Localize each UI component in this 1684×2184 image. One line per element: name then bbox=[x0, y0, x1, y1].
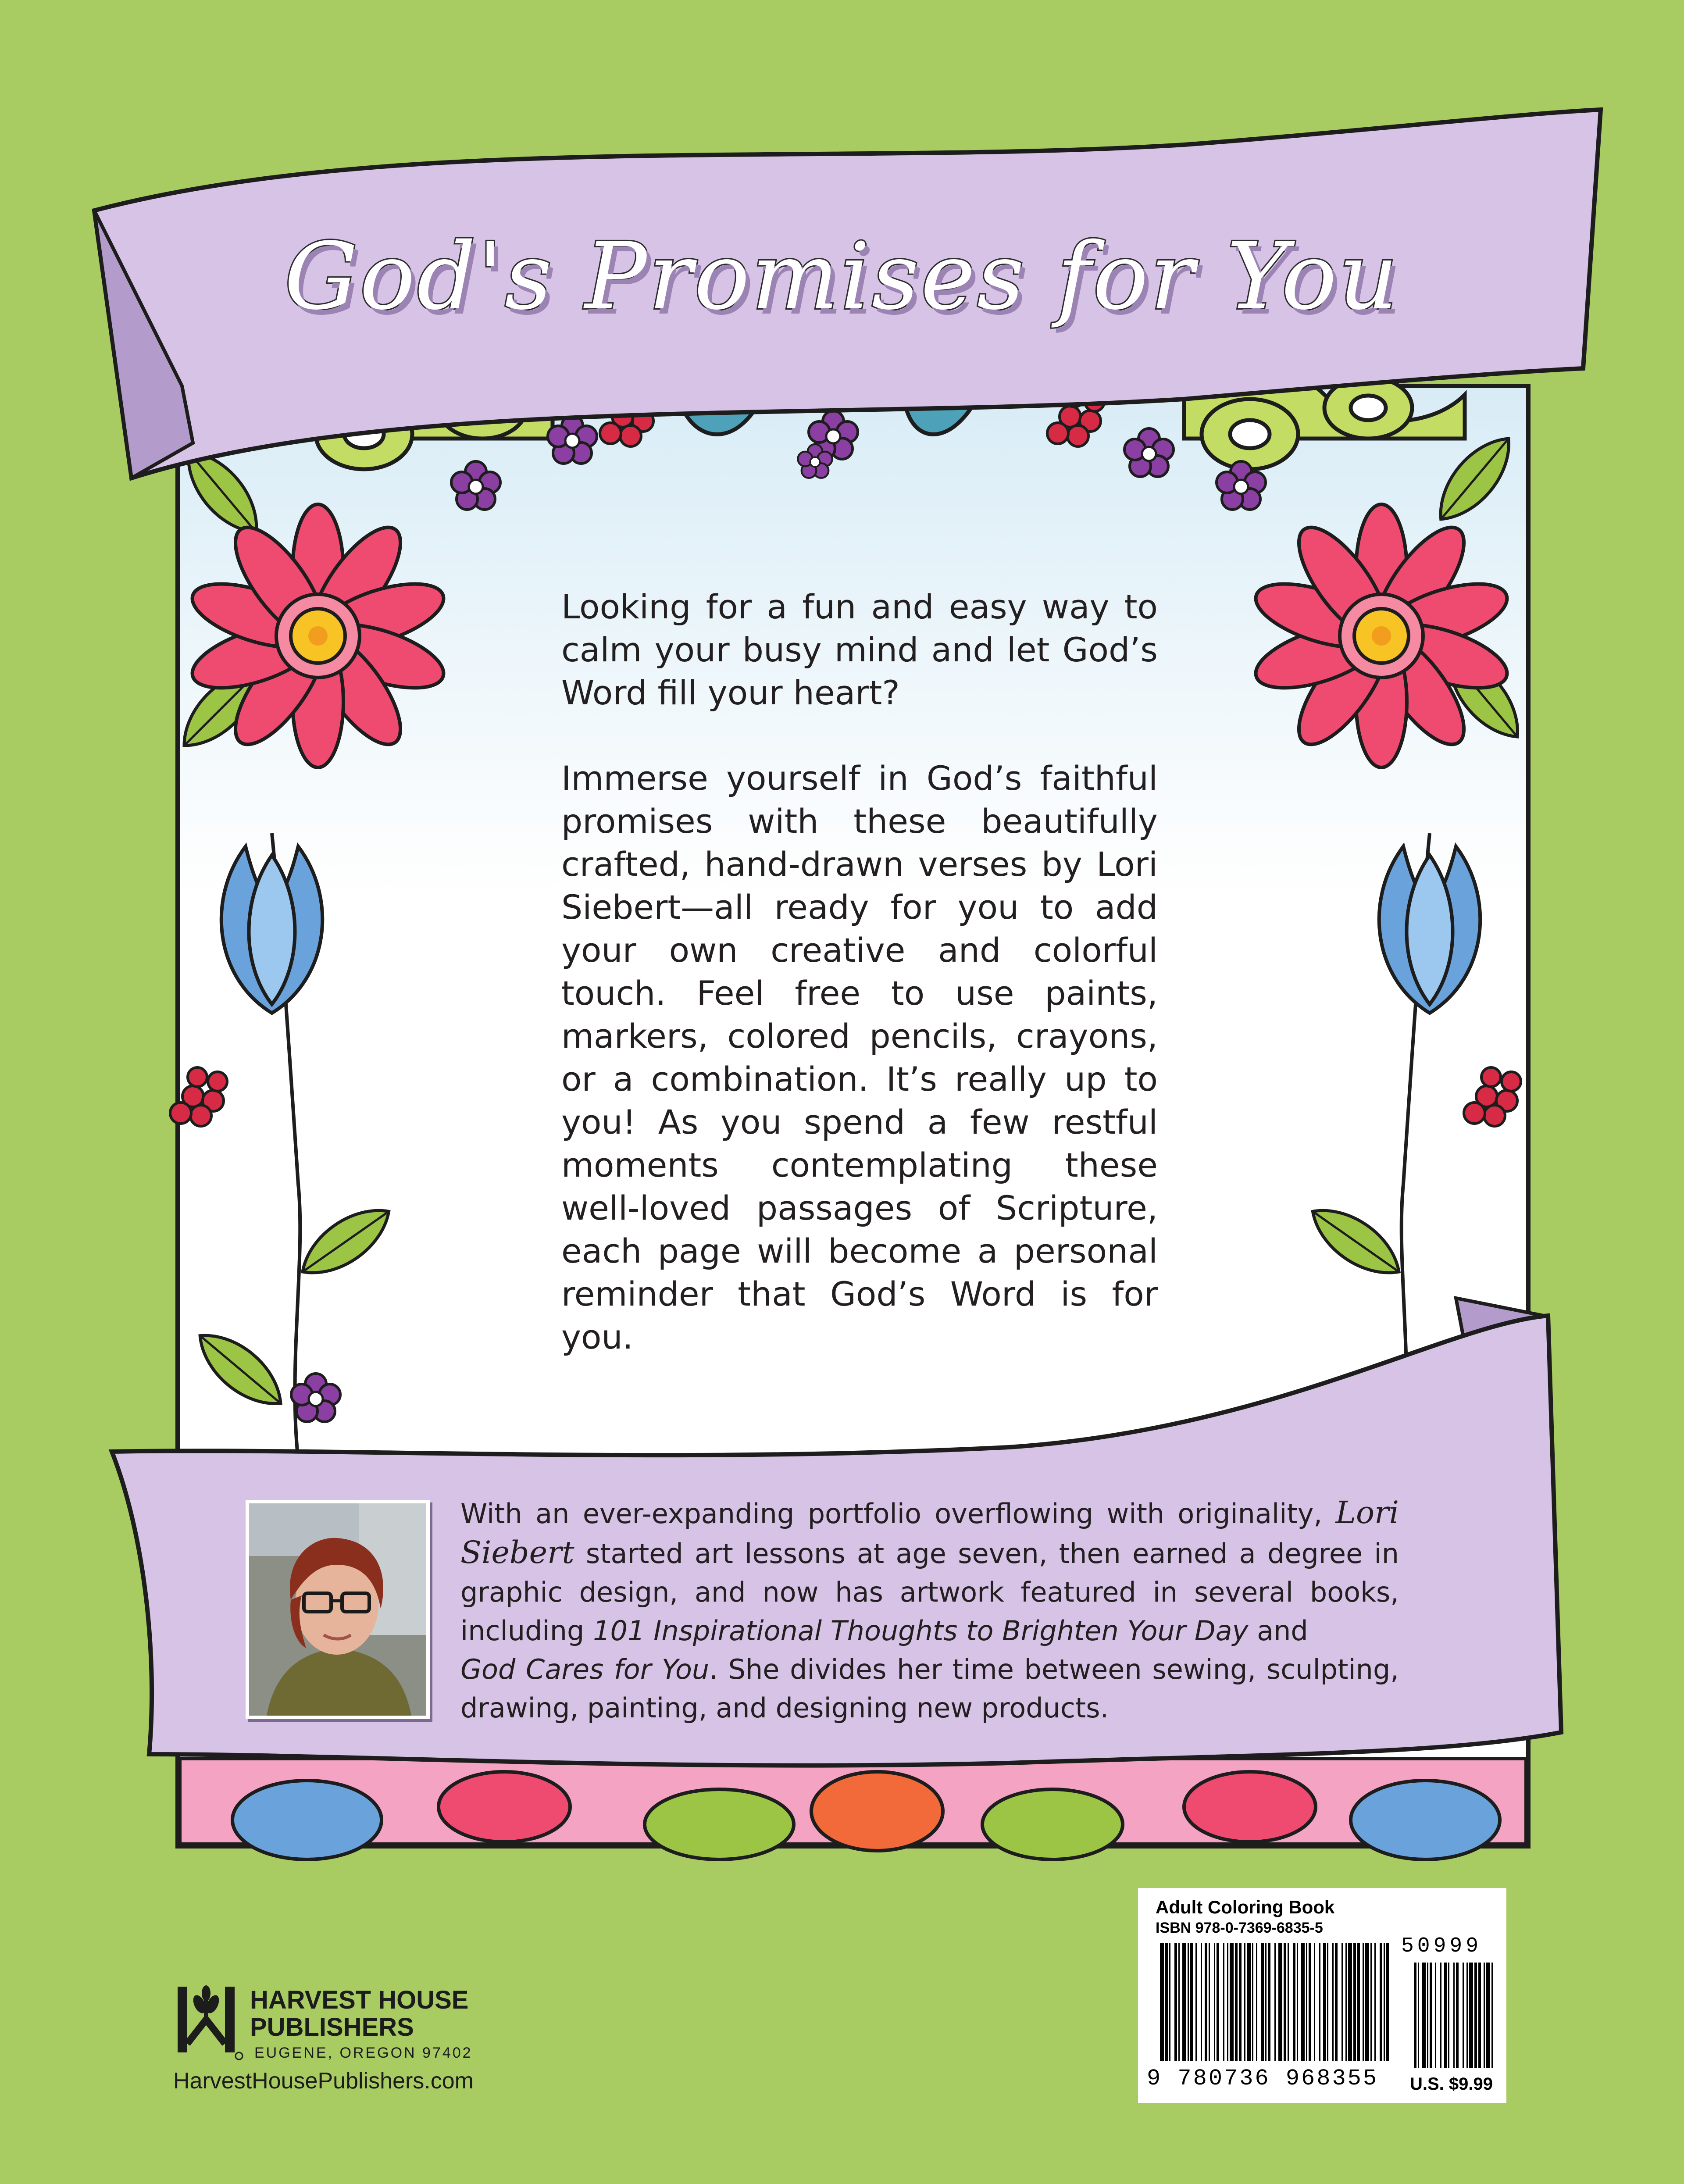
cover-blurb bbox=[561, 585, 1158, 1401]
publisher-website: HarvestHousePublishers.com bbox=[173, 2068, 474, 2094]
barcode-addon-bar bbox=[1422, 1963, 1426, 2068]
barcode-bar bbox=[1201, 1943, 1202, 2061]
barcode-bar bbox=[1384, 1943, 1385, 2061]
barcode-addon-bar bbox=[1456, 1963, 1459, 2068]
barcode-bar bbox=[1274, 1943, 1276, 2061]
barcode-addon-bar bbox=[1463, 1963, 1464, 2068]
barcode-addon-bar bbox=[1444, 1963, 1447, 2068]
barcode-addon-bar bbox=[1430, 1963, 1432, 2068]
barcode-bar bbox=[1256, 1943, 1257, 2061]
barcode-bar bbox=[1386, 1943, 1389, 2061]
publisher-name-line-1: HARVEST HOUSE bbox=[250, 1986, 469, 2014]
barcode-bar bbox=[1297, 1943, 1298, 2061]
barcode-bar bbox=[1363, 1943, 1364, 2061]
author-name: Lori Siebert bbox=[460, 1495, 1399, 1570]
barcode-bar bbox=[1230, 1943, 1234, 2061]
barcode-addon-bar bbox=[1414, 1963, 1416, 2068]
barcode-addon-bar bbox=[1440, 1963, 1441, 2068]
barcode-bar bbox=[1165, 1943, 1168, 2061]
barcode-bar bbox=[1217, 1943, 1219, 2061]
book-title-1: 101 Inspirational Thoughts to Brighten Your Day bbox=[593, 1615, 1249, 1647]
barcode-bar bbox=[1174, 1943, 1177, 2061]
barcode-bar bbox=[1374, 1943, 1376, 2061]
barcode-bar bbox=[1205, 1943, 1207, 2061]
ean-number: 9 780736 968355 bbox=[1147, 2066, 1379, 2091]
publisher-block bbox=[173, 1978, 515, 2094]
barcode-addon-bar bbox=[1469, 1963, 1473, 2068]
barcode-bar bbox=[1335, 1943, 1338, 2061]
isbn-number: ISBN 978-0-7369-6835-5 bbox=[1156, 1920, 1323, 1936]
barcode-bar bbox=[1309, 1943, 1311, 2061]
barcode-addon-bar bbox=[1427, 1963, 1428, 2068]
publisher-city: EUGENE, OREGON 97402 bbox=[254, 2045, 473, 2061]
barcode-addon-bar bbox=[1484, 1963, 1485, 2068]
publisher-name-line-2: PUBLISHERS bbox=[250, 2013, 414, 2041]
barcode-bar bbox=[1380, 1943, 1382, 2061]
barcode-bar bbox=[1190, 1943, 1193, 2061]
barcode-bar bbox=[1278, 1943, 1282, 2061]
barcode-bar bbox=[1178, 1943, 1180, 2061]
barcode-bar bbox=[1314, 1943, 1315, 2061]
barcode-bar bbox=[1195, 1943, 1197, 2061]
barcode-bar bbox=[1188, 1943, 1189, 2061]
price: U.S. $9.99 bbox=[1410, 2074, 1493, 2094]
harvest-house-logo-icon bbox=[173, 1978, 243, 2061]
barcode-bar bbox=[1227, 1943, 1228, 2061]
blurb-paragraph-2: Immerse yourself in God’s faithful promises with these beautifully crafted, hand-drawn verses by Lori Siebert—all ready for you to add your own creative and colorful touch. Feel free to use paints, markers, colored pencils, crayons, or a combination. It’s really up to you! As you spend a few restful moments contemplating these well-loved passages of Scripture, each page will become a personal reminder that God’s Word is for you. bbox=[561, 759, 1158, 1356]
blurb-paragraph-1: Looking for a fun and easy way to calm your busy mind and let God’s Word fill your heart? bbox=[561, 587, 1158, 712]
barcode-bar bbox=[1365, 1943, 1369, 2061]
barcode-bar bbox=[1209, 1943, 1210, 2061]
barcode-addon-bar bbox=[1418, 1963, 1419, 2068]
barcode-bar bbox=[1261, 1943, 1264, 2061]
barcode-icon bbox=[1156, 1943, 1498, 2068]
author-bio bbox=[460, 1493, 1399, 1727]
barcode-addon-number: 50999 bbox=[1401, 1934, 1482, 1958]
barcode-bar bbox=[1332, 1943, 1334, 2061]
barcode-bar bbox=[1348, 1943, 1352, 2061]
barcode-bar bbox=[1327, 1943, 1328, 2061]
barcode-bar bbox=[1345, 1943, 1347, 2061]
barcode-label bbox=[1138, 1888, 1506, 2103]
publisher-name bbox=[250, 1987, 468, 2041]
book-title-2: God Cares for You bbox=[460, 1653, 710, 1685]
barcode-bar bbox=[1214, 1943, 1215, 2061]
author-photo bbox=[246, 1500, 430, 1719]
barcode-addon-bar bbox=[1453, 1963, 1455, 2068]
barcode-bar bbox=[1370, 1943, 1372, 2061]
barcode-bar bbox=[1288, 1943, 1289, 2061]
barcode-bar bbox=[1160, 1943, 1164, 2061]
bio-intro: With an ever-expanding portfolio overflowing with originality, bbox=[460, 1498, 1323, 1530]
barcode-addon-bar bbox=[1435, 1963, 1436, 2068]
bio-text-1: started art lessons at age seven, then earned a degree in graphic design, and now has artwork featured in several books, including bbox=[460, 1538, 1399, 1647]
barcode-bar bbox=[1268, 1943, 1270, 2061]
barcode-bar bbox=[1353, 1943, 1356, 2061]
author-portrait-illustration bbox=[249, 1503, 426, 1716]
barcode-bar bbox=[1306, 1943, 1307, 2061]
barcode-bar bbox=[1301, 1943, 1305, 2061]
barcode-bar bbox=[1169, 1943, 1170, 2061]
barcode-addon-bar bbox=[1474, 1963, 1477, 2068]
barcode-addon-bar bbox=[1466, 1963, 1468, 2068]
barcode-bar bbox=[1265, 1943, 1267, 2061]
barcode-addon-bar bbox=[1478, 1963, 1481, 2068]
barcode-bar bbox=[1341, 1943, 1343, 2061]
bio-text-3: . She divides her time between sewing, sculpting, drawing, painting, and designing new products. bbox=[460, 1653, 1399, 1724]
barcode-bar bbox=[1235, 1943, 1238, 2061]
barcode-bar bbox=[1284, 1943, 1286, 2061]
book-title: God's Promises for You bbox=[284, 222, 1400, 330]
bio-text-2: and bbox=[1257, 1615, 1308, 1647]
barcode-bar bbox=[1357, 1943, 1360, 2061]
barcode-bar bbox=[1244, 1943, 1245, 2061]
barcode-addon-bar bbox=[1486, 1963, 1490, 2068]
barcode-bar bbox=[1247, 1943, 1251, 2061]
barcode-bar bbox=[1293, 1943, 1295, 2061]
barcode-bar bbox=[1182, 1943, 1186, 2061]
barcode-bar bbox=[1239, 1943, 1242, 2061]
barcode-bar bbox=[1252, 1943, 1253, 2061]
barcode-bar bbox=[1319, 1943, 1320, 2061]
barcode-addon-bar bbox=[1448, 1963, 1449, 2068]
book-category: Adult Coloring Book bbox=[1156, 1897, 1335, 1917]
barcode-bar bbox=[1323, 1943, 1326, 2061]
barcode-addon-bar bbox=[1491, 1963, 1493, 2068]
barcode-bar bbox=[1223, 1943, 1224, 2061]
